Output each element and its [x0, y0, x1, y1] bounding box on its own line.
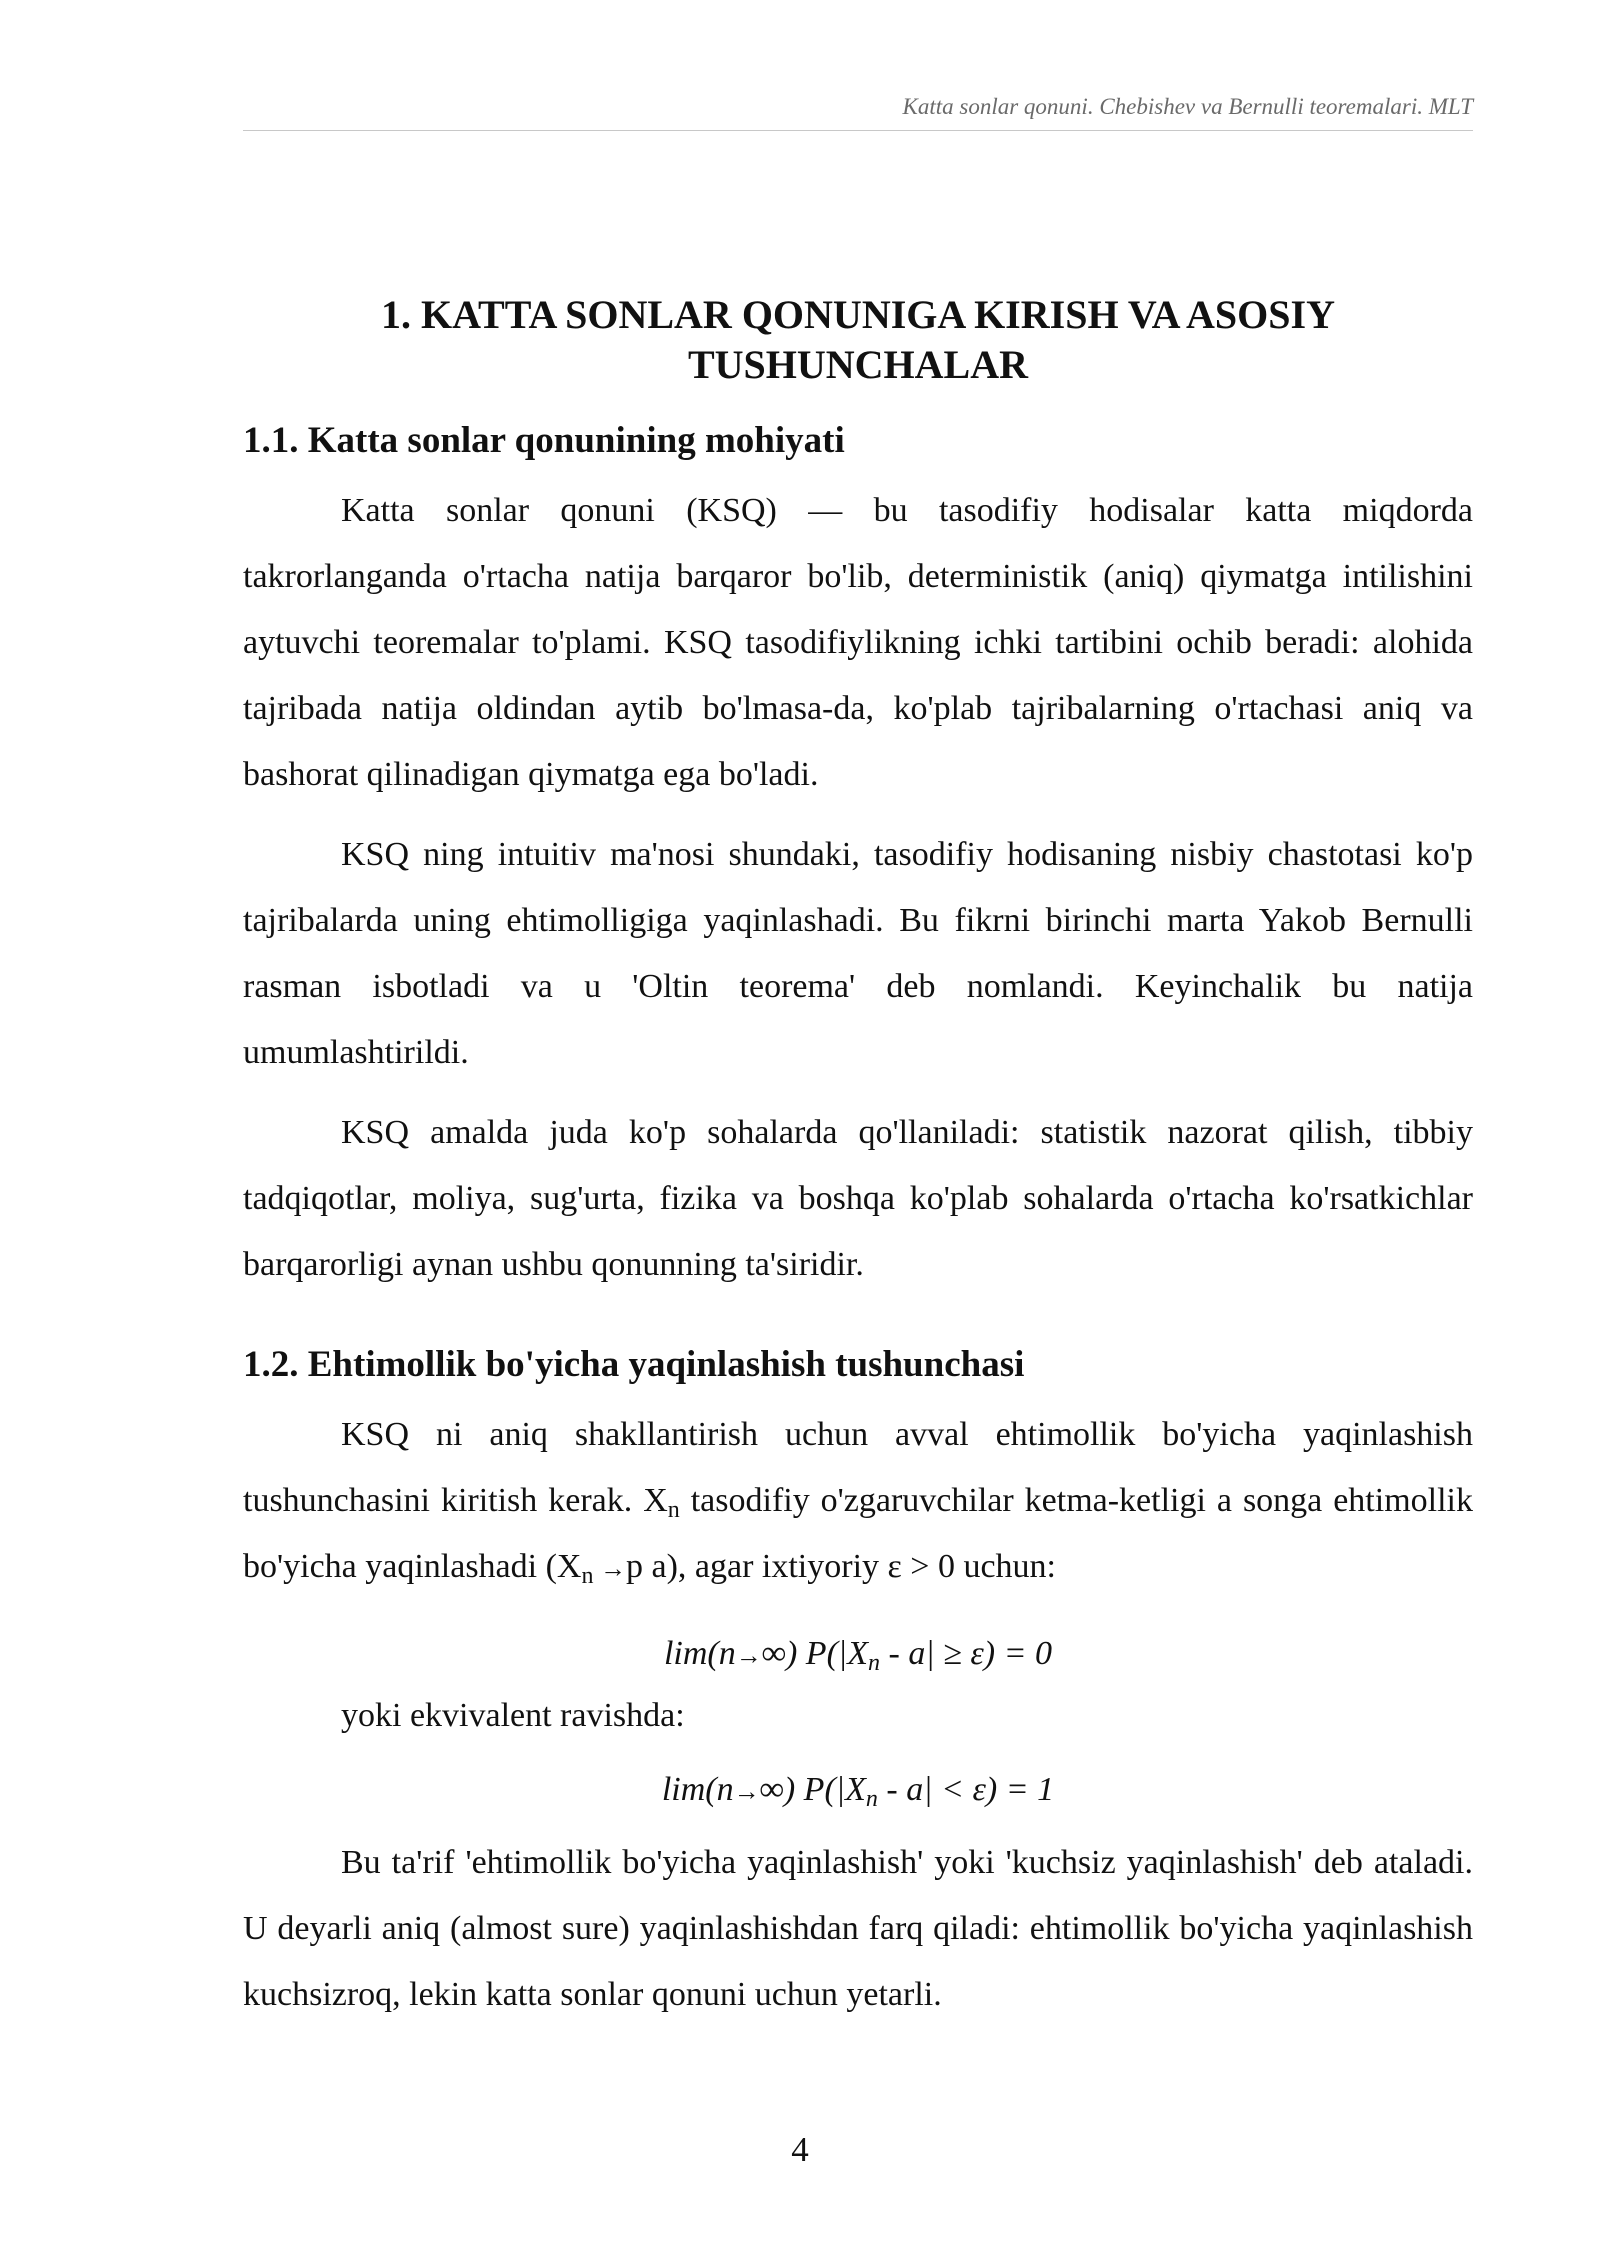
subscript-n: n — [865, 1786, 878, 1812]
running-header — [243, 94, 1473, 131]
arrow-symbol: → — [733, 1777, 760, 1806]
subscript-n: n — [667, 1497, 680, 1523]
paragraph-ksq-intuition: KSQ ning intuitiv ma'nosi shundaki, tasodifiy hodisaning nisbiy chastotasi ko'p tajribalarda uning ehtimolligiga yaqinlashadi. Bu fikrni birinchi marta Yakob Bernulli rasman isbotladi va u 'Oltin teorema' deb nomlandi. Keyinchalik bu natija umumlashtirildi. — [243, 836, 1473, 1071]
formula-part: - a| < ε) = 1 — [877, 1771, 1055, 1808]
section-title-1-1: 1.1. Katta sonlar qonunining mohiyati — [243, 420, 845, 461]
paragraph-ksq-applications: KSQ amalda juda ko'p sohalarda qo'llaniladi: statistik nazorat qilish, tibbiy tadqiqotlar, moliya, sug'urta, fizika va boshqa ko'plab sohalarda o'rtacha ko'rsatkichlar barqarorligi aynan ushbu qonunning ta'siridir. — [243, 1114, 1473, 1283]
paragraph-weak-convergence: Bu ta'rif 'ehtimollik bo'yicha yaqinlashish' yoki 'kuchsiz yaqinlashish' deb ataladi. U deyarli aniq (almost sure) yaqinlashishdan farq qiladi: ehtimollik bo'yicha yaqinlashish kuchsizroq, lekin katta sonlar qonuni uchun yetarli. — [243, 1844, 1473, 2013]
connector-text: yoki ekvivalent ravishda: — [341, 1697, 685, 1734]
chapter-title: 1. KATTA SONLAR QONUNIGA KIRISH VA ASOSIY TUSHUNCHALAR — [381, 292, 1335, 387]
text-run: KSQ ni aniq shakllantirish uchun avval ehtimollik bo'yicha yaqinlashish tushunchasini kiritish kerak. X — [243, 1416, 1473, 1519]
text-run: p a), agar ixtiyoriy ε > 0 uchun: — [625, 1548, 1056, 1585]
subscript-n: n — [581, 1563, 594, 1589]
formula-probability-zero — [243, 1624, 1473, 1686]
formula-part: ∞) P(|X — [761, 1635, 869, 1672]
page-body — [243, 290, 1473, 2028]
paragraph-convergence-intro — [243, 1402, 1473, 1602]
section-title-1-2: 1.2. Ehtimollik bo'yicha yaqinlashish tushunchasi — [243, 1344, 1025, 1385]
running-title: Katta sonlar qonuni. Chebishev va Bernulli teoremalari. MLT — [902, 94, 1473, 119]
formula-part: lim(n — [663, 1635, 736, 1672]
formula-probability-one — [243, 1760, 1473, 1822]
page-number: 4 — [791, 2130, 809, 2169]
paragraph-ksq-definition: Katta sonlar qonuni (KSQ) — bu tasodifiy hodisalar katta miqdorda takrorlanganda o'rtacha natija barqaror bo'lib, deterministik (aniq) qiymatga intilishini aytuvchi teoremalar to'plami. KSQ tasodifiylikning ichki tartibini ochib beradi: alohida tajribada natija oldindan aytib bo'lmasa-da, ko'plab tajribalarning o'rtachasi aniq va bashorat qilinadigan qiymatga ega bo'ladi. — [243, 492, 1473, 793]
arrow-symbol: → — [593, 1554, 626, 1583]
subscript-n: n — [868, 1650, 881, 1676]
formula-part: ∞) P(|X — [759, 1771, 866, 1808]
text-run: tasodifiy o'zgaruvchilar ketma-ketligi a songa ehtimollik bo'yicha yaqinlashadi (X — [243, 1482, 1473, 1585]
formula-part: - a| ≥ ε) = 0 — [880, 1635, 1053, 1672]
formula-part: lim(n — [661, 1771, 734, 1808]
arrow-symbol: → — [735, 1641, 762, 1670]
